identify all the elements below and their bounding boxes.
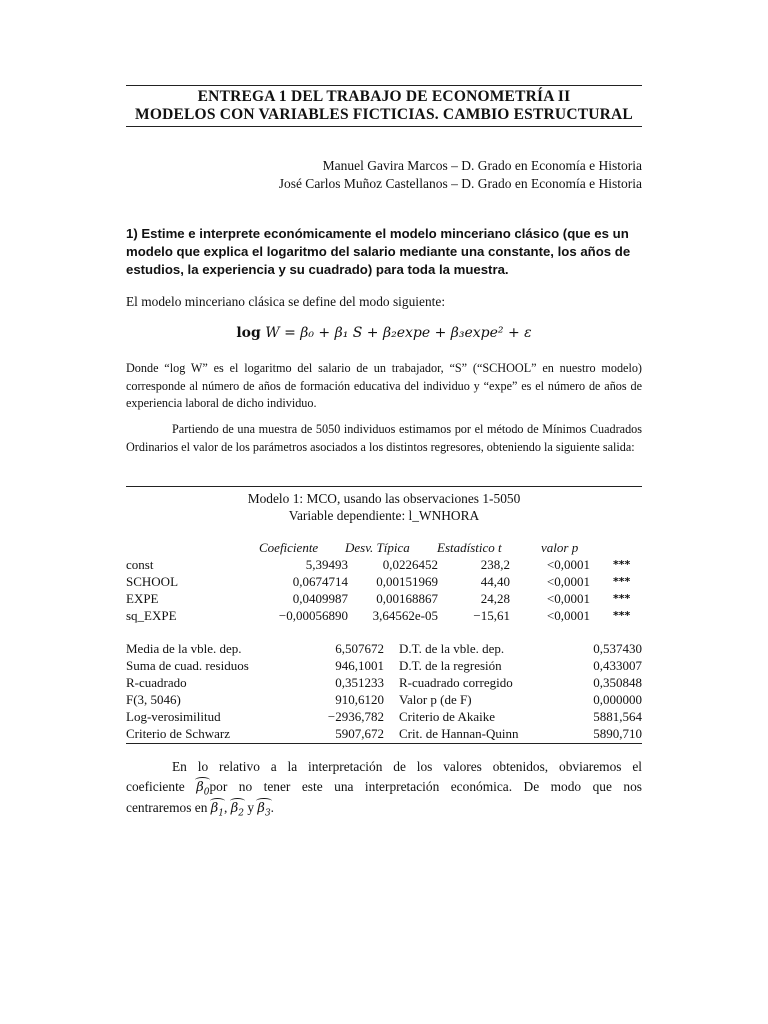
interp-text: por no tener este una interpretación económica. De modo que nos: [209, 779, 642, 794]
row-p: <0,0001: [546, 557, 590, 572]
row-se: 0,00168867: [376, 591, 438, 606]
row-se: 0,00151969: [376, 574, 438, 589]
row-name: sq_EXPE: [126, 608, 177, 623]
interp-text: coeficiente: [126, 779, 185, 794]
row-se: 0,0226452: [382, 557, 438, 572]
row-p: <0,0001: [546, 574, 590, 589]
row-name: EXPE: [126, 591, 159, 606]
row-name: SCHOOL: [126, 574, 179, 589]
row-coef: 0,0674714: [292, 574, 348, 589]
row-coef: −0,00056890: [278, 608, 348, 623]
stat-label: F(3, 5046): [126, 692, 181, 707]
top-rule: [126, 85, 642, 86]
sample-text: Partiendo de una muestra de 5050 individuos estimamos por el método de Mínimos Cuadrados Ordinarios el valor de los parámetros asociados a los distintos regresores, obteniendo la siguiente salida:: [126, 422, 642, 454]
stat-value: 0,351233: [335, 675, 384, 690]
separator: ,: [224, 800, 228, 815]
header-estadistico-t: Estadístico t: [437, 540, 502, 555]
stat-value: −2936,782: [327, 709, 384, 724]
stat-value: 5890,710: [593, 726, 642, 741]
beta-subscript: 3: [264, 808, 271, 819]
row-sig: ***: [613, 592, 631, 605]
interp-text: centraremos en: [126, 800, 208, 815]
row-coef: 5,39493: [305, 557, 348, 572]
stat-value: 6,507672: [335, 641, 384, 656]
stat-label: Suma de cuad. residuos: [126, 658, 249, 673]
author-1: Manuel Gavira Marcos – D. Grado en Economía e Historia: [322, 158, 642, 173]
row-t: 238,2: [480, 557, 510, 572]
stat-value: 0,537430: [593, 641, 642, 656]
author-2: José Carlos Muñoz Castellanos – D. Grado en Economía e Historia: [278, 176, 642, 191]
stat-value: 5907,672: [335, 726, 384, 741]
row-se: 3,64562e-05: [372, 608, 438, 623]
row-t: −15,61: [473, 608, 510, 623]
stat-value: 0,433007: [593, 658, 642, 673]
stat-label: R-cuadrado: [126, 675, 187, 690]
title-line-2: MODELOS CON VARIABLES FICTICIAS. CAMBIO ESTRUCTURAL: [135, 106, 633, 123]
stat-value: 910,6120: [335, 692, 384, 707]
header-coeficiente: Coeficiente: [259, 540, 319, 555]
stat-label: Valor p (de F): [399, 692, 472, 707]
model-title: Modelo 1: MCO, usando las observaciones 1-5050: [247, 491, 521, 506]
dependent-variable: Variable dependiente: l_WNHORA: [288, 508, 480, 523]
row-sig: ***: [613, 558, 631, 571]
equation-rhs: W = β₀ + β₁ S + β₂expe + β₃expe² + ε: [265, 325, 532, 341]
header-valor-p: valor p: [541, 540, 579, 555]
beta-subscript: 0: [203, 787, 210, 798]
stat-label: D.T. de la vble. dep.: [399, 641, 505, 656]
stat-label: R-cuadrado corregido: [399, 675, 513, 690]
equation-log: log: [236, 325, 261, 341]
row-sig: ***: [613, 575, 631, 588]
beta-symbol: β: [230, 801, 239, 816]
interpretation-line-3: [126, 799, 642, 823]
interpretation-line-1: En lo relativo a la interpretación de los valores obtenidos, obviaremos el: [172, 759, 642, 774]
row-sig: ***: [613, 609, 631, 622]
row-t: 24,28: [480, 591, 510, 606]
beta-symbol: β: [196, 780, 204, 795]
row-p: <0,0001: [546, 591, 590, 606]
table-top-rule: [126, 486, 642, 487]
stat-label: Crit. de Hannan-Quinn: [399, 726, 519, 741]
beta-hat-2: [231, 800, 244, 823]
beta-symbol: β: [210, 801, 219, 816]
row-coef: 0,0409987: [292, 591, 348, 606]
definition-text: Donde “log W” es el logaritmo del salario de un trabajador, “S” (“SCHOOL” en nuestro modelo) corresponde al número de años de formación educativa del individuo y “expe” es el número de años de experiencia laboral de dicho individuo.: [126, 361, 642, 410]
stat-label: Media de la vble. dep.: [126, 641, 242, 656]
stat-value: 5881,564: [593, 709, 642, 724]
beta-subscript: 2: [238, 808, 244, 819]
row-p: <0,0001: [546, 608, 590, 623]
stat-value: 0,000000: [593, 692, 642, 707]
stat-value: 946,1001: [335, 658, 384, 673]
question-1: 1) Estime e interprete económicamente el modelo minceriano clásico (que es un modelo que explica el logaritmo del salario mediante una constante, los años de estudios, la experiencia y su cuadrado) para toda la muestra.: [126, 226, 631, 277]
title-bottom-rule: [126, 126, 642, 127]
beta-hat-3: [257, 800, 270, 823]
beta-symbol: β: [257, 801, 265, 816]
title-line-1: ENTREGA 1 DEL TRABAJO DE ECONOMETRÍA II: [197, 88, 571, 105]
beta-hat-1: [211, 800, 224, 823]
header-desv-tipica: Desv. Típica: [345, 540, 410, 555]
stat-value: 0,350848: [593, 675, 642, 690]
mincer-equation: [126, 325, 642, 341]
table-bottom-rule: [126, 743, 642, 744]
row-name: const: [126, 557, 154, 572]
intro-text: El modelo minceriano clásica se define del modo siguiente:: [126, 294, 446, 309]
stat-label: Criterio de Schwarz: [126, 726, 230, 741]
row-t: 44,40: [480, 574, 510, 589]
stat-label: Log-verosimilitud: [126, 709, 221, 724]
period: .: [270, 800, 275, 815]
separator: y: [247, 800, 255, 815]
stat-label: Criterio de Akaike: [399, 709, 496, 724]
stat-label: D.T. de la regresión: [399, 658, 502, 673]
beta-subscript: 1: [218, 808, 225, 819]
